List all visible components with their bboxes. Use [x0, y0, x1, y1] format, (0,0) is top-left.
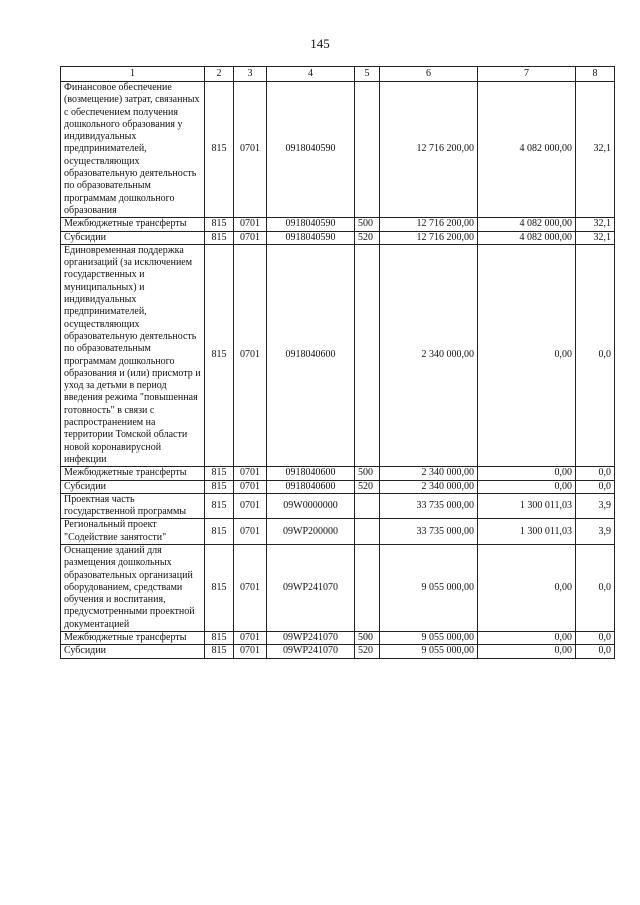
table-header-row: [61, 67, 615, 82]
target-code: 0918040590: [267, 218, 355, 231]
target-code: 09WP200000: [267, 519, 355, 545]
fact-amount: 4 082 000,00: [478, 218, 576, 231]
grbs-code: 815: [205, 480, 234, 493]
table-row: [61, 645, 615, 658]
fact-amount: 1 300 011,03: [478, 493, 576, 519]
page-number: 145: [310, 36, 330, 51]
grbs-code: 815: [205, 231, 234, 244]
grbs-code: 815: [205, 544, 234, 631]
plan-amount: 12 716 200,00: [380, 218, 478, 231]
column-header: 2: [205, 67, 234, 82]
column-header: 7: [478, 67, 576, 82]
column-header: 1: [61, 67, 205, 82]
grbs-code: 815: [205, 244, 234, 466]
fact-amount: 0,00: [478, 632, 576, 645]
row-name: Субсидии: [61, 231, 205, 244]
execution-percent: 3,9: [576, 493, 615, 519]
grbs-code: 815: [205, 218, 234, 231]
grbs-code: 815: [205, 82, 234, 218]
fact-amount: 0,00: [478, 467, 576, 480]
grbs-code: 815: [205, 519, 234, 545]
row-name: Единовременная поддержка организаций (за исключением государственных и муниципальных) и индивидуальных предпринимателей, осуществляющих образовательную деятельность по образовательным программам дошкольного образования и (или) присмотр и уход за детьми в период введения режима "повышенная готовность" в связи с распространением на территории Томской области новой коронавирусной инфекции: [61, 244, 205, 466]
table-row: [61, 544, 615, 631]
row-name: Субсидии: [61, 480, 205, 493]
execution-percent: 0,0: [576, 632, 615, 645]
section-code: 0701: [234, 467, 267, 480]
section-code: 0701: [234, 480, 267, 493]
row-name: Региональный проект "Содействие занятости": [61, 519, 205, 545]
row-name: Межбюджетные трансферты: [61, 632, 205, 645]
expense-type-code: 520: [355, 231, 380, 244]
fact-amount: 0,00: [478, 244, 576, 466]
plan-amount: 2 340 000,00: [380, 480, 478, 493]
table-row: [61, 82, 615, 218]
grbs-code: 815: [205, 467, 234, 480]
table-row: [61, 519, 615, 545]
fact-amount: 0,00: [478, 645, 576, 658]
plan-amount: 33 735 000,00: [380, 493, 478, 519]
plan-amount: 12 716 200,00: [380, 82, 478, 218]
fact-amount: 4 082 000,00: [478, 82, 576, 218]
table-row: [61, 493, 615, 519]
table-row: [61, 218, 615, 231]
target-code: 09WP241070: [267, 632, 355, 645]
section-code: 0701: [234, 82, 267, 218]
table-row: [61, 467, 615, 480]
target-code: 09WP241070: [267, 544, 355, 631]
table-row: [61, 231, 615, 244]
grbs-code: 815: [205, 493, 234, 519]
execution-percent: 0,0: [576, 244, 615, 466]
target-code: 0918040590: [267, 82, 355, 218]
section-code: 0701: [234, 519, 267, 545]
section-code: 0701: [234, 632, 267, 645]
section-code: 0701: [234, 645, 267, 658]
plan-amount: 33 735 000,00: [380, 519, 478, 545]
target-code: 09W0000000: [267, 493, 355, 519]
row-name: Проектная часть государственной программы: [61, 493, 205, 519]
expense-type-code: 500: [355, 632, 380, 645]
expense-type-code: 520: [355, 645, 380, 658]
row-name: Оснащение зданий для размещения дошкольных образовательных организаций оборудованием, средствами обучения и воспитания, предусмотренными проектной документацией: [61, 544, 205, 631]
expense-type-code: [355, 82, 380, 218]
column-header: 5: [355, 67, 380, 82]
grbs-code: 815: [205, 632, 234, 645]
row-name: Межбюджетные трансферты: [61, 467, 205, 480]
column-header: 3: [234, 67, 267, 82]
plan-amount: 2 340 000,00: [380, 244, 478, 466]
execution-percent: 0,0: [576, 480, 615, 493]
column-header: 4: [267, 67, 355, 82]
target-code: 0918040590: [267, 231, 355, 244]
execution-percent: 0,0: [576, 544, 615, 631]
execution-percent: 0,0: [576, 467, 615, 480]
execution-percent: 32,1: [576, 82, 615, 218]
fact-amount: 1 300 011,03: [478, 519, 576, 545]
fact-amount: 0,00: [478, 480, 576, 493]
target-code: 0918040600: [267, 467, 355, 480]
grbs-code: 815: [205, 645, 234, 658]
expense-type-code: [355, 493, 380, 519]
column-header: 6: [380, 67, 478, 82]
execution-percent: 0,0: [576, 645, 615, 658]
execution-percent: 32,1: [576, 218, 615, 231]
column-header: 8: [576, 67, 615, 82]
fact-amount: 0,00: [478, 544, 576, 631]
expense-type-code: 500: [355, 467, 380, 480]
execution-percent: 3,9: [576, 519, 615, 545]
section-code: 0701: [234, 231, 267, 244]
execution-percent: 32,1: [576, 231, 615, 244]
expense-type-code: [355, 519, 380, 545]
table-row: [61, 244, 615, 466]
expense-type-code: 520: [355, 480, 380, 493]
plan-amount: 9 055 000,00: [380, 645, 478, 658]
target-code: 09WP241070: [267, 645, 355, 658]
section-code: 0701: [234, 544, 267, 631]
target-code: 0918040600: [267, 244, 355, 466]
target-code: 0918040600: [267, 480, 355, 493]
expense-type-code: 500: [355, 218, 380, 231]
row-name: Финансовое обеспечение (возмещение) затрат, связанных с обеспечением получения дошкольного образования у индивидуальных предпринимателей, осуществляющих образовательную деятельность по образовательным программам дошкольного образования: [61, 82, 205, 218]
budget-table: [60, 66, 615, 659]
section-code: 0701: [234, 218, 267, 231]
plan-amount: 9 055 000,00: [380, 632, 478, 645]
table-row: [61, 480, 615, 493]
section-code: 0701: [234, 493, 267, 519]
row-name: Субсидии: [61, 645, 205, 658]
section-code: 0701: [234, 244, 267, 466]
expense-type-code: [355, 244, 380, 466]
row-name: Межбюджетные трансферты: [61, 218, 205, 231]
table-row: [61, 632, 615, 645]
plan-amount: 9 055 000,00: [380, 544, 478, 631]
plan-amount: 12 716 200,00: [380, 231, 478, 244]
fact-amount: 4 082 000,00: [478, 231, 576, 244]
plan-amount: 2 340 000,00: [380, 467, 478, 480]
expense-type-code: [355, 544, 380, 631]
